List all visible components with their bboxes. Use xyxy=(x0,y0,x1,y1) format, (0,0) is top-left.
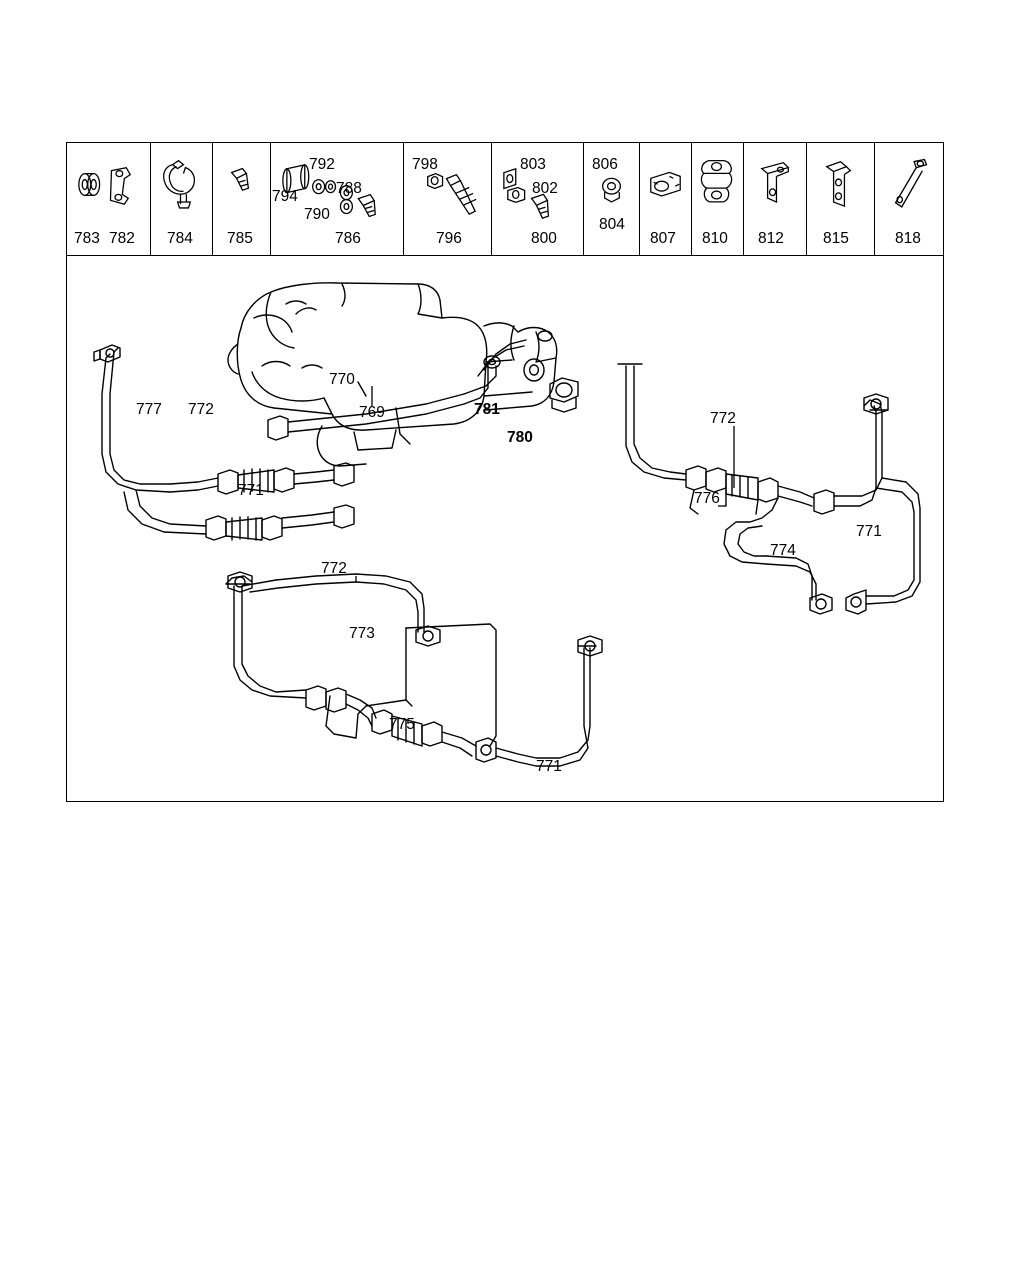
callout-771-bottom: 771 xyxy=(536,758,562,775)
legend-label-782: 782 xyxy=(109,230,135,247)
legend-label-818: 818 xyxy=(895,230,921,247)
callout-776: 776 xyxy=(694,490,720,507)
callout-771-right: 771 xyxy=(856,523,882,540)
legend-label-812: 812 xyxy=(758,230,784,247)
oil-line-group-bottom xyxy=(226,572,602,766)
oil-line-group-right xyxy=(618,364,920,614)
legend-label-796: 796 xyxy=(436,230,462,247)
legend-label-790: 790 xyxy=(304,206,330,223)
legend-label-786: 786 xyxy=(335,230,361,247)
callout-770: 770 xyxy=(329,371,355,388)
legend-label-802: 802 xyxy=(532,180,558,197)
oil-line-assembly-drawing xyxy=(66,256,944,802)
legend-label-794: 794 xyxy=(272,188,298,205)
legend-label-788: 788 xyxy=(336,180,362,197)
callout-775: 775 xyxy=(389,716,415,733)
callout-772-bottom: 772 xyxy=(321,560,347,577)
oil-line-group-left xyxy=(94,340,578,540)
legend-label-810: 810 xyxy=(702,230,728,247)
callout-769: 769 xyxy=(359,404,385,421)
legend-label-798: 798 xyxy=(412,156,438,173)
diagram-drawing-area xyxy=(66,256,944,802)
callout-781: 781 xyxy=(474,401,500,418)
legend-label-783: 783 xyxy=(74,230,100,247)
legend-label-784: 784 xyxy=(167,230,193,247)
callout-777: 777 xyxy=(136,401,162,418)
legend-label-800: 800 xyxy=(531,230,557,247)
callout-772-left: 772 xyxy=(188,401,214,418)
legend-label-803: 803 xyxy=(520,156,546,173)
legend-label-807: 807 xyxy=(650,230,676,247)
legend-label-804: 804 xyxy=(599,216,625,233)
callout-780: 780 xyxy=(507,429,533,446)
callout-771-left: 771 xyxy=(238,482,264,499)
legend-label-792: 792 xyxy=(309,156,335,173)
callout-774: 774 xyxy=(770,542,796,559)
callout-772-right: 772 xyxy=(710,410,736,427)
legend-label-815: 815 xyxy=(823,230,849,247)
callout-773: 773 xyxy=(349,625,375,642)
legend-label-806: 806 xyxy=(592,156,618,173)
legend-label-785: 785 xyxy=(227,230,253,247)
